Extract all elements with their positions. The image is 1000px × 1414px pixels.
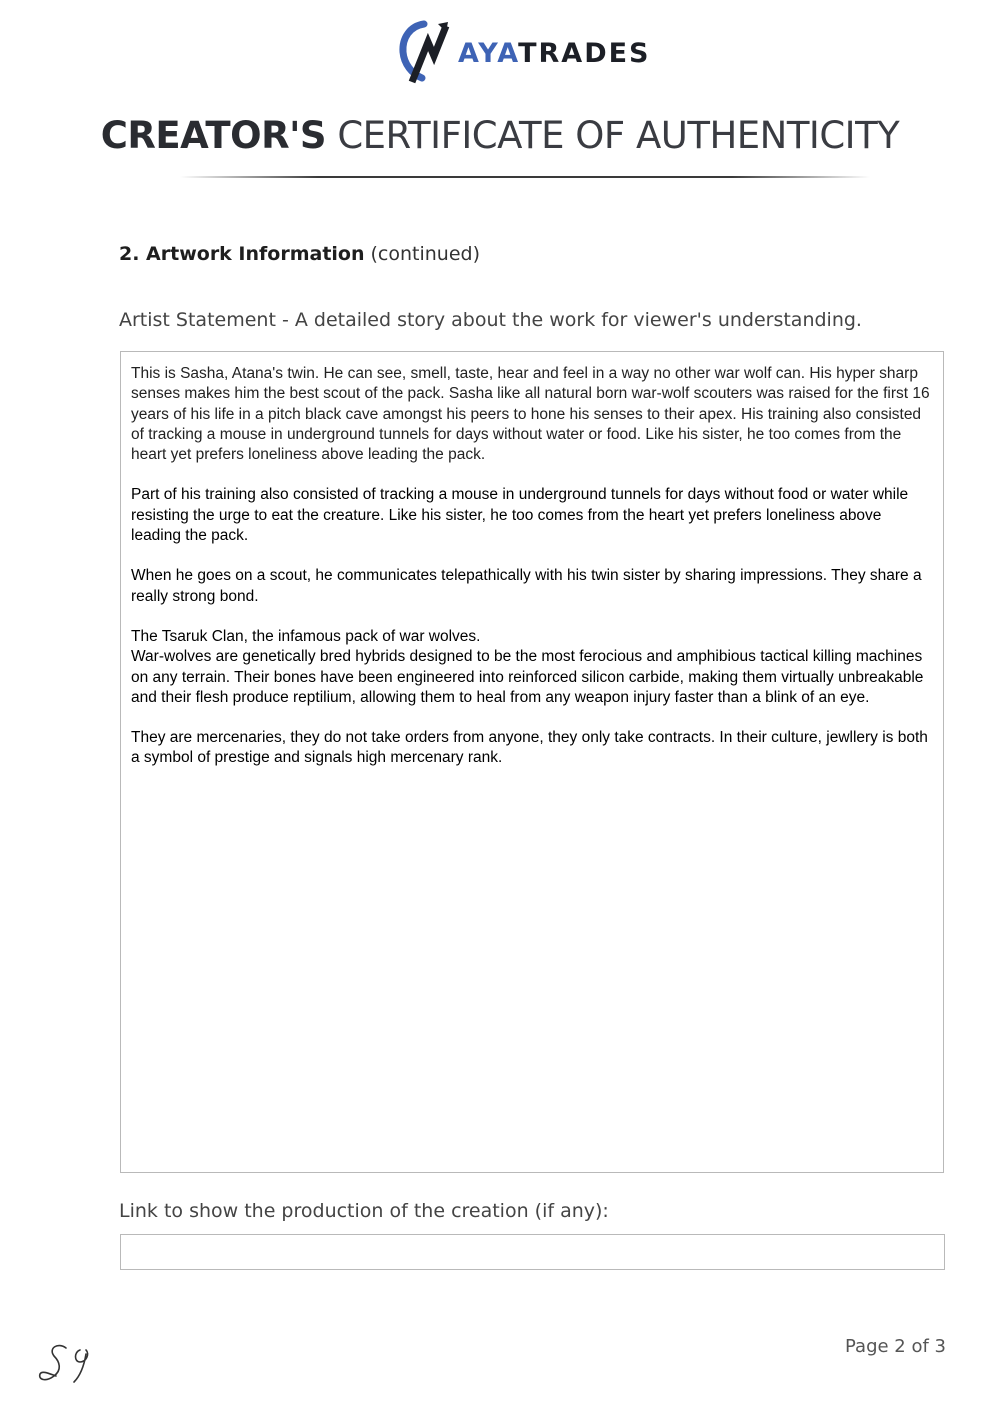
clan-description: War-wolves are genetically bred hybrids designed to be the most ferocious and amphibious tactical killing machines on any terrain. Their bones have been engineered into reinforced silicon carbide, making them virtually unbreakable and their flesh produce reptilium, allowing them to heal from any weapon injury faster than a blink of an eye. <box>131 648 924 706</box>
ayatrades-emblem-icon <box>398 20 450 86</box>
section-heading-suffix: (continued) <box>370 243 481 265</box>
statement-paragraph: They are mercenaries, they do not take orders from anyone, they only take contracts. In their culture, jewllery is both a symbol of prestige and signals high mercenary rank. <box>131 729 928 767</box>
certificate-title <box>0 114 1000 157</box>
artist-statement-field[interactable] <box>120 351 944 1173</box>
statement-paragraph: When he goes on a scout, he communicates telepathically with his twin sister by sharing impressions. They share a really strong bond. <box>131 567 922 605</box>
clan-title-line: The Tsaruk Clan, the infamous pack of war wolves. <box>131 627 481 645</box>
statement-paragraph <box>131 627 933 708</box>
ayatrades-logo <box>398 20 651 86</box>
handwritten-initials-signature <box>36 1340 100 1386</box>
title-light: CERTIFICATE OF AUTHENTICITY <box>337 114 900 157</box>
title-divider <box>180 176 870 178</box>
brand-wordmark <box>458 38 651 69</box>
page-number: Page 2 of 3 <box>845 1336 946 1357</box>
brand-rest-text: TRADES <box>518 37 651 69</box>
title-bold: CREATOR'S <box>100 114 327 157</box>
statement-paragraph: This is Sasha, Atana's twin. He can see, smell, taste, hear and feel in a way no other war wolf can. His hyper sharp senses makes him the best scout of the pack. Sasha like all natural born war-wolf scouters was raised for the first 16 years of his life in a pitch black cave amongst his peers to hone his senses to their apex. His training also consisted of tracking a mouse in underground tunnels for days without water or food. Like his sister, he too comes from the heart yet prefers loneliness above leading the pack. <box>131 365 930 464</box>
section-heading <box>119 243 480 265</box>
production-link-label: Link to show the production of the creation (if any): <box>119 1200 609 1222</box>
artist-statement-label: Artist Statement - A detailed story about the work for viewer's understanding. <box>119 309 862 331</box>
production-link-field[interactable] <box>120 1234 945 1270</box>
brand-accent-text: AYA <box>458 37 519 69</box>
section-heading-text: 2. Artwork Information <box>119 243 365 265</box>
statement-paragraph: Part of his training also consisted of tracking a mouse in underground tunnels for days without food or water while resisting the urge to eat the creature. Like his sister, he too comes from the heart yet prefers loneliness above leading the pack. <box>131 486 909 545</box>
